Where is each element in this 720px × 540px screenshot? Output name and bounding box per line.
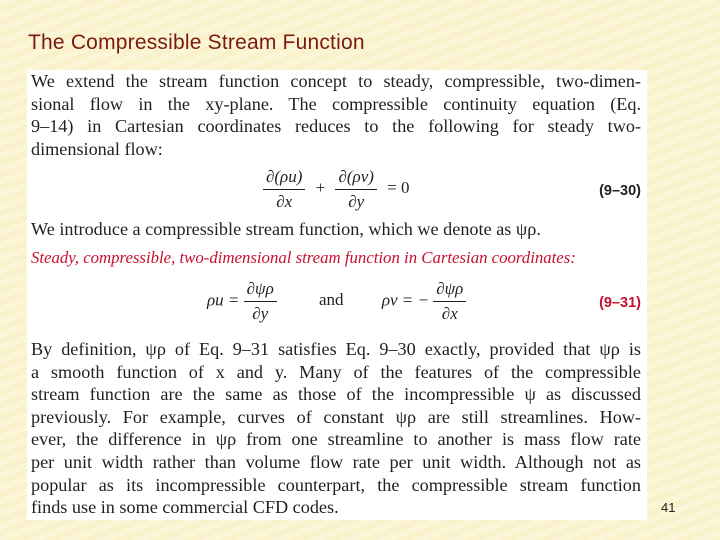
text-line: stream function are the same as those of the incompressible ψ as discussed (31, 384, 641, 405)
fraction-1: $\frac{\partial(\rho u)}{\partial x}$ (263, 167, 305, 212)
stream-function-definition (207, 279, 466, 324)
fraction-dpsi-dy: $\frac{\partial\psi\rho}{\partial y}$ (244, 279, 277, 324)
plus-sign: + (315, 178, 326, 198)
caption-line: Steady, compressible, two-dimensional stream function in Cartesian coordinates: (31, 248, 576, 267)
equals-zero: = 0 (387, 178, 410, 198)
continuity-equation (263, 167, 410, 212)
rho-u-lhs: ρu = (207, 290, 240, 310)
page-number: 41 (661, 500, 676, 515)
text-line: By definition, ψρ of Eq. 9–31 satisfies Eq. 9–30 exactly, provided that ψρ is (31, 339, 641, 359)
fraction-dpsi-dx: $\frac{\partial\psi\rho}{\partial x}$ (433, 279, 466, 324)
intro-paragraph (31, 70, 641, 160)
text-line: We introduce a compressible stream function, which we denote as ψρ. (31, 219, 541, 239)
text-line: ever, the difference in ψρ from one streamline to another is mass flow rate (31, 429, 641, 450)
equation-caption (31, 247, 641, 270)
and-word: and (319, 290, 344, 310)
text-line: previously. For example, curves of constant ψρ are still streamlines. How- (31, 406, 641, 427)
equation-number-9-31: (9–31) (599, 295, 641, 311)
text-line: per unit width rather than volume flow rate per unit width. Although not as (31, 451, 641, 472)
slide-title: The Compressible Stream Function (28, 31, 365, 54)
text-line: 9–14) in Cartesian coordinates reduces to the following for steady two- (31, 116, 641, 137)
text-line: a smooth function of x and y. Many of the features of the compressible (31, 361, 641, 382)
text-line: popular as its incompressible counterpart, the compressible stream function (31, 474, 641, 495)
text-line: sional flow in the xy-plane. The compressible continuity equation (Eq. (31, 93, 641, 114)
rho-v-lhs: ρv = − (381, 290, 429, 310)
discussion-paragraph (31, 338, 641, 519)
text-line: We extend the stream function concept to steady, compressible, two-dimen- (31, 71, 641, 91)
equation-number-9-30: (9–30) (599, 183, 641, 199)
text-line: dimensional flow: (31, 138, 163, 159)
text-line: finds use in some commercial CFD codes. (31, 497, 339, 518)
textbook-excerpt (27, 70, 647, 520)
definition-sentence (31, 218, 641, 241)
fraction-2: $\frac{\partial(\rho v)}{\partial y}$ (335, 167, 376, 212)
